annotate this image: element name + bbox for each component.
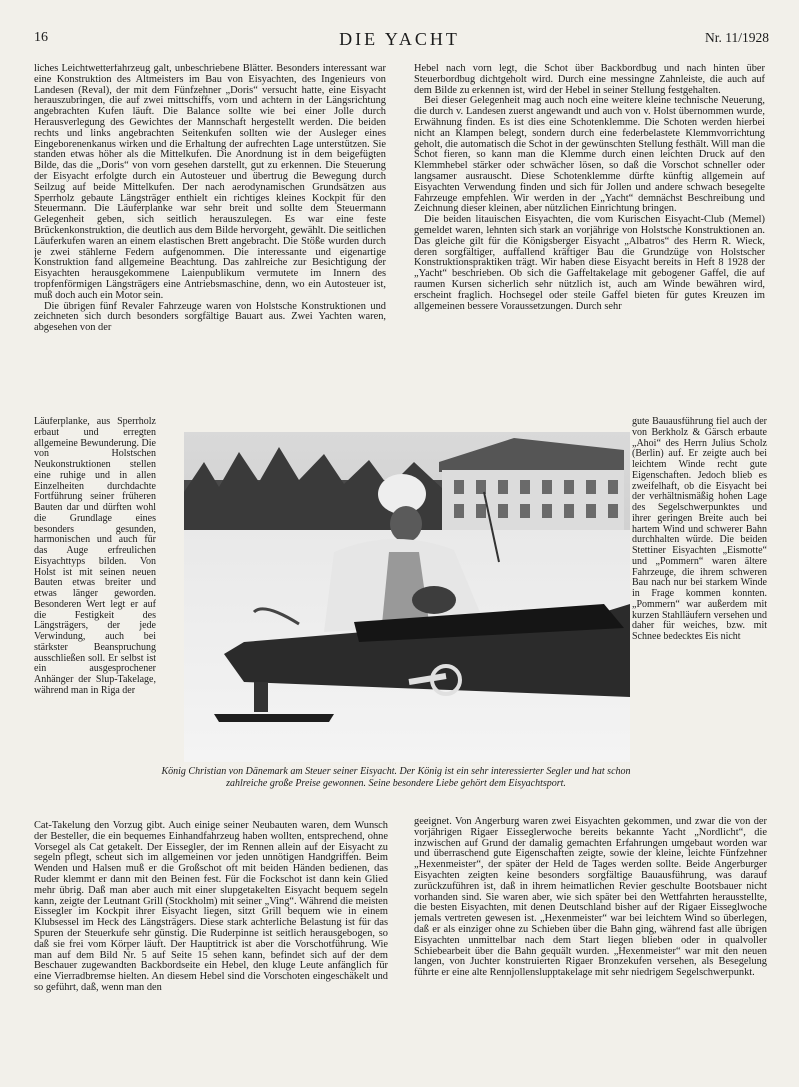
paragraph: Die beiden litauischen Eisyachten, die vom Kurischen Eisyacht-Club (Memel) gemeldet waren, lehnten sich stark an vorjährige von Holstsche Konstruktionen an. Das gleiche gilt für die Königsberger Eisyacht „Albatros“ des Herrn R. Wieck, deren sorgfältiger, auffallend kräftiger Bau die Grundzüge von Holstscher Konstruktionspraktiken trägt. Wir haben diese Eisyacht bereits in Heft 8 1928 der „Yacht“ beschrieben. Ob sich die Gaffeltakelage mit gebogener Gaffel, die auf raumen Kursen sicherlich sehr nützlich ist, auch am Winde bewähren wird, erscheint fraglich. Hochsegel oder steile Gaffel bieten für gutes Kreuzen im allgemeinen bessere Voraussetzungen. Durch sehr (414, 214, 765, 312)
article-column-right-bottom (414, 817, 767, 1077)
paragraph: Cat-Takelung den Vorzug gibt. Auch einige seiner Neubauten waren, dem Wunsch der Besteller, die ein bequemes Einhandfahrzeug haben wollten, entsprechend, ohne Vorsegel als Cat getakelt. Der Eissegler, der im Rennen allein auf der Eisyacht zu segeln pflegt, scheut sich im allgemeinen vor jeden unnötigen Handgriffen. Beim Wenden und Halsen muß er die Großschot oft mit beiden Händen bedienen, das Ruder klemmt er dann mit den Beinen fest. Für die Fockschot ist dann kein Glied mehr übrig. Daß man aber auch mit einer slupgetakelten Eisyacht bequem segeln kann, zeigte der Leutnant Grill (Stockholm) mit seiner „Ving“. Während die meisten Eissegler im Kockpit ihrer Eisyacht liegen, sitzt Grill bequem wie in einem Klubsessel im Heck des Längsträgers. Diese stark achterliche Belastung ist für das Spuren der Steuerkufe sehr günstig. Die Ruderpinne ist seitlich herausgebogen, so daß sie frei vom Körper läuft. Der Hauptitrick ist aber die Vorschotführung. Wie man auf dem Bild Nr. 5 auf Seite 15 sehen kann, befindet sich auf der dem Beschauer zugewandten Backbordseite ein Hebel, den kluge Leute anfänglich für eine Vierradbremse hielten. An diesem Hebel sind die Vorschoten eingeschäkelt und so geführt, daß, wenn man den (34, 821, 388, 993)
article-column-right-narrow (632, 417, 767, 817)
paragraph: gute Bauausführung fiel auch der von Berkholz & Gärsch erbaute „Ahoi“ des Herrn Julius Scholz (Berlin) auf. Er zeigte auch bei leichtem Winde recht gute Eigenschaften. Jedoch blieb es zweifelhaft, ob die Eisyacht bei der verhältnismäßig hohen Lage des Segelschwerpunktes und ihrer geringen Breite auch bei hartem Wind und schwerer Bahn durchhalten würde. Die beiden Stettiner Eisyachten „Eismotte“ und „Pommern“ waren ältere Fahrzeuge, die ihrem schweren Bau nach nur bei starkem Winde in Frage kommen konnten. „Pommern“ war außerdem mit kurzen Stahlläufern versehen und daher für weiches, bzw. mit Schnee bedecktes Eis nicht (632, 417, 767, 642)
paragraph: Läuferplanke, aus Sperrholz erbaut und erregten allgemeine Bewunderung. Die von Holstschen Neukonstruktionen stellen eine ruhige und in allen Einzelheiten durchdachte Fortführung seiner früheren Bauten dar und dürften wohl die Grundlage eines besonders gesunden, harmonischen und auch für das Auge erfreulichen Eisyachttyps bilden. Von Holst ist mit seinen neuen Bauten etwas breiter und etwas länger geworden. Besonderen Wert legt er auf die Festigkeit des Längsträgers, der jede Verwindung, auch bei stärkster Beanspruchung ausschließen soll. Er selbst ist ein ausgesprochener Anhänger der Slup-Takelage, während man in Riga der (34, 417, 156, 696)
article-column-left-narrow (34, 417, 156, 821)
article-column-left-bottom (34, 821, 388, 1076)
page-header (0, 30, 799, 52)
photo-illustration (184, 432, 630, 762)
paragraph: liches Leichtwetterfahrzeug galt, unbeschriebene Blätter. Besonders interessant war eine Konstruktion des Altmeisters im Bau von Eisyachten, des Ingenieurs von Landesen (Reval), der mit dem Fünfzehner „Doris“ versucht hatte, eine Eisyacht herauszubringen, die auf zwei mittschiffs, vorn und achtern in der Längsrichtung angebrachten Kufen läuft. Die Balance sollte wie bei einer Jolle durch Herausverlegung des Gewichtes der Mannschaft hergestellt werden. Die beiden rechts und links angebrachten Seitenkufen sollten wie der Ausleger eines Eingeborenenkanus wirken und die Erhaltung der aufrechten Lage unterstützen. Sie standen etwas höher als die Mittelkufen. Die Anordnung ist in dem beigefügten Bilde, das die „Doris“ von vorn gesehen darstellt, gut zu erkennen. Die Steuerung der Eisyacht erfolgte durch ein Autosteuer und übertrug die Bewegung durch Seilzug auf beide Mittelkufen. Der nach aerodynamischen Grundsätzen aus Sperrholz gebaute Längsträger enthielt ein richtiges kleines Kockpit für den Steuermann. Die Läuferplanke war sehr breit und sollte dem Steuermann Gelegenheit geben, sich seitlich herauszulegen. Es war eine feste Brückenkonstruktion, die deutlich aus dem Bilde hervorgeht, gewählt. Die seitlichen Läuferkufen waren an einem elastischen Brett angebracht. Die Stöße wurden durch je zwei stählerne Federn aufgenommen. Die interessante und eigenartige Konstruktion fand allgemeine Beachtung. Das zahlreiche zur Besichtigung der Eisyachten herausgekommene Laienpublikum vermutete im Innern des tropfenförmigen Längsträgers eine Antriebsmaschine, denn, wo ein Autosteuer ist, muß doch auch ein Motor sein. (34, 64, 386, 301)
article-column-left-top (34, 64, 386, 415)
page-number: 16 (34, 30, 48, 45)
figure-caption: König Christian von Dänemark am Steuer seiner Eisyacht. Der König ist ein sehr interessierter Segler und hat schon zahlreiche große Preise gewonnen. Seine besondere Liebe gehört dem Eisyachtsport. (161, 766, 631, 789)
issue-number: Nr. 11/1928 (705, 30, 769, 45)
paragraph: Die übrigen fünf Revaler Fahrzeuge waren von Holstsche Konstruktionen und zeichneten sich durch besonders sorgfältige Bauart aus. Zwei Yachten waren, abgesehen von der (34, 300, 386, 334)
photo-king-on-iceyacht (184, 432, 630, 762)
paragraph: Hebel nach vorn legt, die Schot über Backbordbug und nach hinten über Steuerbordbug dichtgeholt wird. Durch eine messingne Zahnleiste, die auch auf dem Bilde zu erkennen ist, wird der Hebel in seiner Stellung festgehalten. (414, 64, 765, 96)
article-column-right-top (414, 64, 765, 417)
magazine-title: DIE YACHT (339, 29, 460, 49)
paragraph: geeignet. Von Angerburg waren zwei Eisyachten gekommen, und zwar die von der vorjährigen Rigaer Eisseglerwoche bereits bekannte Yacht „Nordlicht“, die inzwischen auf Grund der damalig gemachten Erfahrungen umgebaut worden war und überraschend gute Eigenschaften zeigte, sowie der kleine, leichte Fünfzehner „Hexenmeister“, der später der Held de Tages werden sollte. Beide Angerburger Eisyachten zeigten keine besonders sorgfältige Bauausführung, was darauf zurückzuführen ist, daß in ihrem heimatlichen Revier geschulte Bootsbauer nicht vorhanden sind. Sie waren aber, wie sich später bei den Wettfahrten herausstellte, die besten Eisyachten, mit denen Deutschland bisher auf der Rigaer Eisseglwoche jemals vertreten gewesen ist. „Hexenmeister“ war bei leichtem Wind so überlegen, daß er als einziger ohne zu Schieben über die Bahn ging, während fast alle übrigen Eisyachten unmittelbar nach dem Start liegen blieben oder in qualvoller Schiebearbeit über die Bahn gequält wurden. „Hexenmeister“ war mit den neuen langen, von Juchter konstruierten Rigaer Bronzekufen versehen, als Besegelung führte er eine alte Rennjollenslupptakelage mit sehr niedrigem Segelschwerpunkt. (414, 817, 767, 979)
paragraph: Bei dieser Gelegenheit mag auch noch eine weitere kleine technische Neuerung, die durch v. Landesen zuerst angewandt und auch von v. Holst übernommen wurde, Erwähnung finden. Es ist dies eine Schotenklemme. Die Schoten werden hierbei nicht an Klampen belegt, sondern durch eine federbelastete Klemmvorrichtung geholt, die automatisch die Schot in der gewünschten Stellung festhält. Will man die Schot fieren, so kann man die Klemme durch einen leichten Druck auf den Klemmhebel stärker oder schwächer lösen, so daß die Vorschot schneller oder langsamer ausrauscht. Diese Schotenklemme dürfte künftig allgemein auf Eisyachten Verwendung finden und sich für Jollen und andere schwach besegelte Fahrzeuge empfehlen. Wir werden in der „Yacht“ demnächst Beschreibung und Zeichnung dieser kleinen, aber nützlichen Einrichtung bringen. (414, 95, 765, 215)
